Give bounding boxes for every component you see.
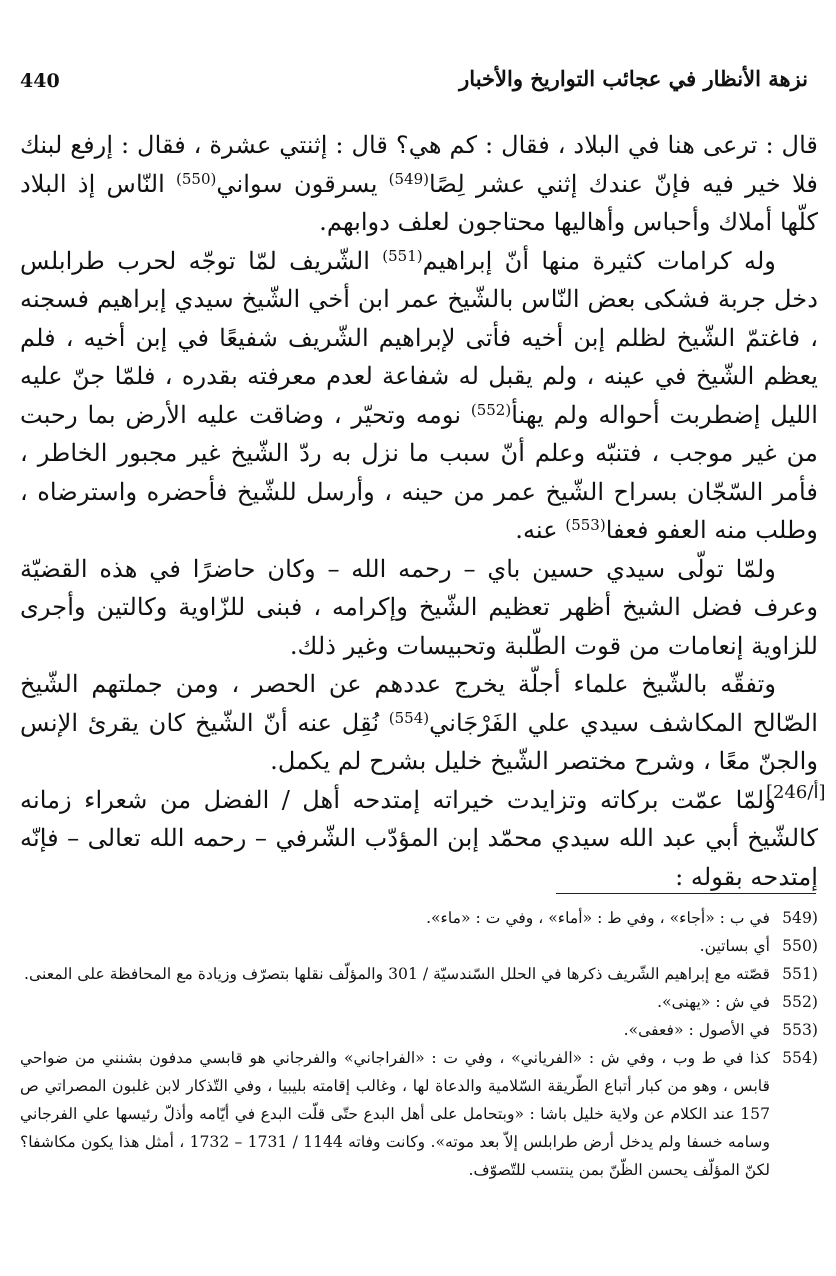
footnote-number: (553: [782, 1021, 818, 1039]
footnote: [20, 904, 818, 932]
text-run: ولمّا عمّت بركاته وتزايدت خيراته إمتدحه أهل / الفضل من شعراء زمانه كالشّيخ أبي عبد الله سيدي محمّد إبن المؤدّب الشّرفي – رحمه الله تعالى – فإنّه إمتدحه بقوله :: [20, 785, 818, 891]
paragraph: [20, 126, 818, 242]
margin-folio-reference: [246/أ]: [766, 782, 826, 803]
footnote-marker: (554): [388, 708, 430, 727]
footnote-number: (550: [782, 937, 818, 955]
text-run: الشّريف لمّا توجّه لحرب طرابلس دخل جربة فشكى بعض النّاس بالشّيخ عمر ابن أخي الشّيخ سيدي إبراهيم فسجنه ، فاغتمّ الشّيخ لظلم إبن أخيه فأتى لإبراهيم الشّريف شفيعًا في إبن أخيه ، فلم يعظم الشّيخ في عينه ، ولم يقبل له شفاعة لعدم معرفته بقدره ، فلمّا جنّ عليه الليل إضطربت أحواله ولم يهنأ: [20, 246, 818, 429]
footnote: [20, 988, 818, 1016]
footnote: [20, 1016, 818, 1044]
paragraph: [20, 781, 818, 897]
text-run: نُقِل عنه أنّ الشّيخ كان يقرئ الإنس والجنّ معًا ، وشرح مختصر الشّيخ خليل بشرح لم يكمل.: [20, 708, 818, 775]
text-run: نومه وتحيّر ، وضاقت عليه الأرض بما رحبت من غير موجب ، فتنبّه وعلم أنّ سبب ما نزل به ردّ الشّيخ غير مجبور الخاطر ، فأمر السّجّان بسراح الشّيخ عمر من حينه ، وأرسل للشّيخ فأحضره واسترضاه ، وطلب منه العفو فعفا: [20, 400, 818, 544]
footnote-text: في ب : «أجاء» ، وفي ط : «أماء» ، وفي ت : «ماء».: [426, 909, 770, 927]
page-number: 440: [20, 70, 60, 92]
text-run: ولمّا تولّى سيدي حسين باي – رحمه الله – وكان حاضرًا في هذه القضيّة وعرف فضل الشيخ أظهر تعظيم الشّيخ وإكرامه ، فبنى للزّاوية وكالتين وأجرى للزاوية إنعامات من قوت الطّلبة وتحبيسات وغير ذلك.: [20, 554, 818, 660]
footnote-marker: (550): [176, 169, 217, 188]
text-run: عنه.: [515, 516, 566, 544]
footnote-separator: [556, 893, 816, 894]
text-run: قال : ترعى هنا في البلاد ، فقال : كم هي؟ قال : إثنتي عشرة ، فقال : إرفع لبنك فلا خير فيه فإنّ عندك إثني عشر لِصًا: [20, 131, 818, 198]
footnote: [20, 932, 818, 960]
footnote-number: (554: [782, 1049, 818, 1067]
footnote-marker: (553): [565, 515, 606, 534]
footnote-text: أي بساتين.: [699, 937, 770, 955]
footnote-text: كذا في ط وب ، وفي ش : «الفرياني» ، وفي ت : «الفراجاني» والفرجاني هو قابسي مدفون بشنني من ضواحي قابس ، وهو من كبار أتباع الطّريقة السّلامية والدعاة لها ، وغالب إقامته بليبيا ، وفي التّذكار لابن غلبون المصراتي ص 157 عند الكلام عن ولاية خليل باشا : «وبتحامل على أهل البدع حتّى قلّت البدع في أيّامه وأذلّ رئيسها علي الفرجاني وسامه خسفا ولم يدخل أرض طرابلس إلاّ بعد موته». وكانت وفاته 1144 / 1731 – 1732 ، أمثل هذا يكون مكاشفا؟ لكنّ المؤلّف يحسن الظّنّ بمن ينتسب للتّصوّف.: [20, 1049, 770, 1179]
main-text: [20, 126, 818, 896]
footnote-text: قصّته مع إبراهيم الشّريف ذكرها في الحلل السّندسيّة / 301 والمؤلّف نقلها بتصرّف وزيادة مع المحافظة على المعنى.: [24, 965, 770, 983]
running-title: نزهة الأنظار في عجائب التواريخ والأخبار: [459, 66, 808, 91]
page-header: [20, 64, 816, 98]
footnote: [20, 1044, 818, 1184]
footnote-marker: (551): [382, 246, 423, 265]
paragraph: [20, 665, 818, 781]
paragraph: [20, 550, 818, 666]
text-run: وتفقّه بالشّيخ علماء أجلّة يخرج عددهم عن الحصر ، ومن جملتهم الشّيخ الصّالح المكاشف سيدي علي الفَرْجَاني: [20, 670, 819, 737]
text-run: يسرقون سواني: [216, 169, 389, 198]
footnote-number: (549: [782, 909, 818, 927]
footnote-text: في الأصول : «فعفى».: [623, 1021, 770, 1039]
footnote-marker: (552): [470, 400, 512, 419]
text-run: وله كرامات كثيرة منها أنّ إبراهيم: [422, 246, 776, 275]
footnote-number: (551: [782, 965, 818, 983]
footnote: [20, 960, 818, 988]
paragraph: [20, 242, 818, 550]
footnotes: [20, 904, 818, 1184]
footnote-marker: (549): [388, 169, 430, 188]
text-run: النّاس إذ البلاد كلّها أملاك وأحباس وأهاليها محتاجون لعلف دوابهم.: [20, 169, 818, 236]
footnote-text: في ش : «يهنى».: [657, 993, 770, 1011]
footnote-number: (552: [782, 993, 818, 1011]
